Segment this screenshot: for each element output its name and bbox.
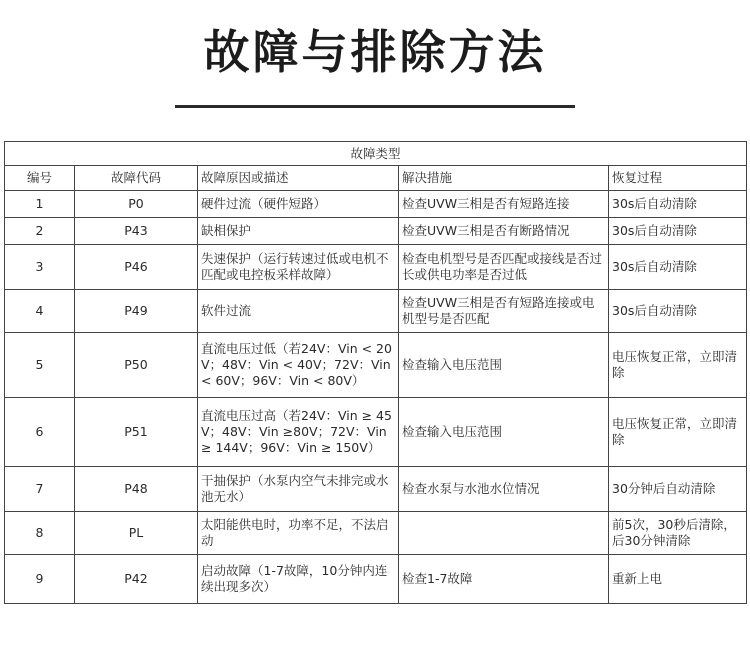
cell-cause: 直流电压过低（若24V：Vin < 20V；48V：Vin < 40V；72V：Vin < 60V；96V：Vin < 80V） (198, 333, 399, 398)
cell-solution: 检查1-7故障 (399, 555, 609, 604)
cell-recovery: 30分钟后自动清除 (609, 467, 747, 512)
table-row (5, 245, 747, 290)
cell-cause: 失速保护（运行转速过低或电机不匹配或电控板采样故障） (198, 245, 399, 290)
cell-cause: 缺相保护 (198, 218, 399, 245)
cell-solution: 检查输入电压范围 (399, 333, 609, 398)
header-cause: 故障原因或描述 (198, 166, 399, 191)
cell-recovery: 电压恢复正常，立即清除 (609, 333, 747, 398)
cell-cause: 直流电压过高（若24V：Vin ≥ 45V；48V：Vin ≥80V；72V：Vin ≥ 144V；96V：Vin ≥ 150V） (198, 398, 399, 467)
cell-recovery: 重新上电 (609, 555, 747, 604)
cell-fault-code: P49 (75, 290, 198, 333)
table-row (5, 467, 747, 512)
table-row (5, 333, 747, 398)
cell-cause: 干抽保护（水泵内空气未排完或水池无水） (198, 467, 399, 512)
table-row (5, 191, 747, 218)
cell-number: 4 (5, 290, 75, 333)
table-header-row (5, 166, 747, 191)
header-fault-code: 故障代码 (75, 166, 198, 191)
cell-number: 1 (5, 191, 75, 218)
cell-number: 6 (5, 398, 75, 467)
cell-fault-code: P43 (75, 218, 198, 245)
cell-number: 3 (5, 245, 75, 290)
cell-fault-code: P0 (75, 191, 198, 218)
table-row (5, 290, 747, 333)
cell-number: 7 (5, 467, 75, 512)
cell-recovery: 前5次，30秒后清除，后30分钟清除 (609, 512, 747, 555)
table-caption: 故障类型 (5, 142, 747, 166)
cell-recovery: 30s后自动清除 (609, 245, 747, 290)
title-underline (175, 105, 575, 108)
fault-table (4, 141, 747, 604)
cell-fault-code: P48 (75, 467, 198, 512)
table-row (5, 218, 747, 245)
cell-cause: 太阳能供电时，功率不足，不法启动 (198, 512, 399, 555)
cell-fault-code: P50 (75, 333, 198, 398)
cell-recovery: 30s后自动清除 (609, 218, 747, 245)
cell-solution (399, 512, 609, 555)
cell-cause: 硬件过流（硬件短路） (198, 191, 399, 218)
cell-number: 8 (5, 512, 75, 555)
header-solution: 解决措施 (399, 166, 609, 191)
table-row (5, 512, 747, 555)
cell-solution: 检查水泵与水池水位情况 (399, 467, 609, 512)
cell-cause: 启动故障（1-7故障，10分钟内连续出现多次） (198, 555, 399, 604)
cell-recovery: 电压恢复正常，立即清除 (609, 398, 747, 467)
cell-solution: 检查输入电压范围 (399, 398, 609, 467)
cell-fault-code: P42 (75, 555, 198, 604)
table-row (5, 555, 747, 604)
page-title: 故障与排除方法 (203, 25, 547, 79)
cell-solution: 检查电机型号是否匹配或接线是否过长或供电功率是否过低 (399, 245, 609, 290)
cell-recovery: 30s后自动清除 (609, 290, 747, 333)
cell-number: 2 (5, 218, 75, 245)
cell-solution: 检查UVW三相是否有断路情况 (399, 218, 609, 245)
header-recovery: 恢复过程 (609, 166, 747, 191)
cell-solution: 检查UVW三相是否有短路连接 (399, 191, 609, 218)
cell-fault-code: P46 (75, 245, 198, 290)
cell-recovery: 30s后自动清除 (609, 191, 747, 218)
cell-fault-code: PL (75, 512, 198, 555)
cell-fault-code: P51 (75, 398, 198, 467)
cell-number: 5 (5, 333, 75, 398)
table-caption-row (5, 142, 747, 166)
header-number: 编号 (5, 166, 75, 191)
table-row (5, 398, 747, 467)
cell-solution: 检查UVW三相是否有短路连接或电机型号是否匹配 (399, 290, 609, 333)
cell-cause: 软件过流 (198, 290, 399, 333)
cell-number: 9 (5, 555, 75, 604)
